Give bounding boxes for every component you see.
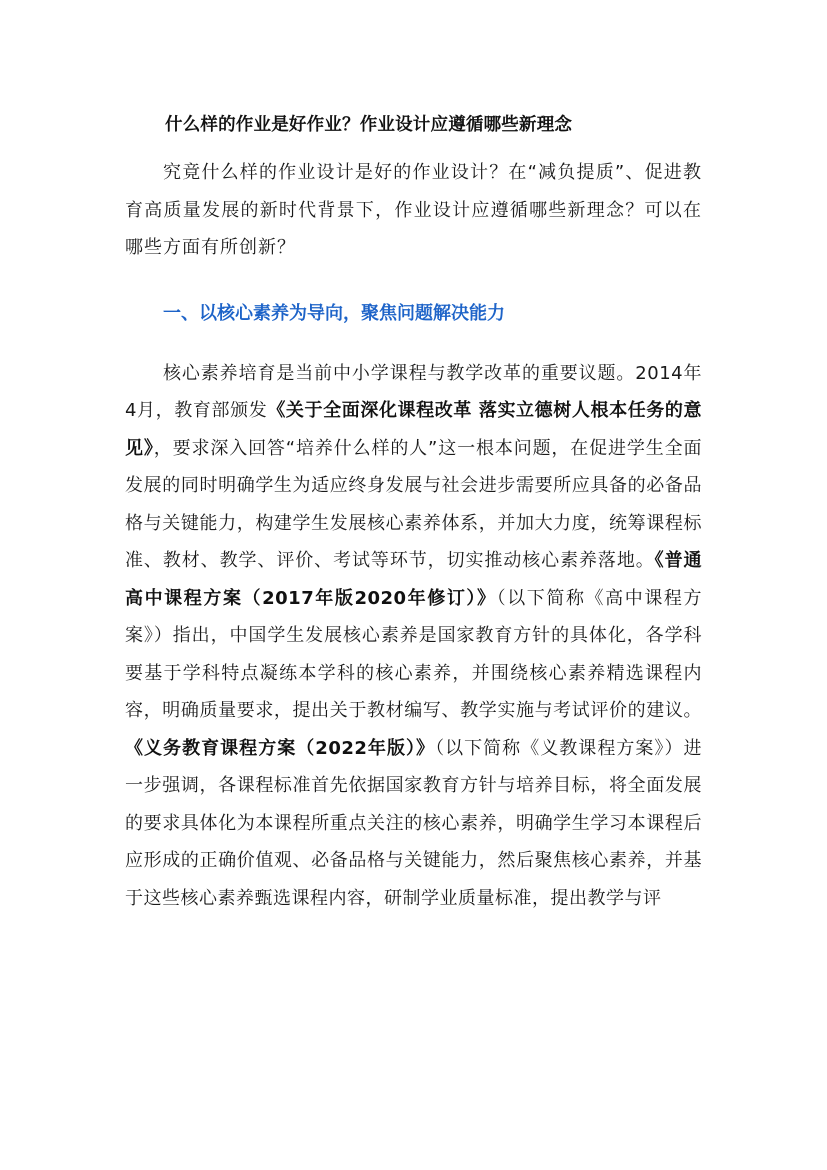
document-title: 什么样的作业是好作业？作业设计应遵循哪些新理念 xyxy=(165,115,573,135)
body-text-2: ，要求深入回答“培养什么样的人”这一根本问题，在促进学生全面发展的同时明确学生为适应终身发展与社会进步需要所应具备的必备品格与关键能力，构建学生发展核心素养体系，并加大力度，统筹课程标准、教材、教学、评价、考试等环节，切实推动核心素养落地。 xyxy=(125,437,702,571)
body-text-3: （以下简称《高中课程方案》）指出，中国学生发展核心素养是国家教育方针的具体化，各学科要基于学科特点凝练本学科的核心素养，并围绕核心素养精选课程内容，明确质量要求，提出关于教材编写、教学实施与考试评价的建议。 xyxy=(125,587,702,721)
intro-paragraph: 究竟什么样的作业设计是好的作业设计？在“减负提质”、促进教育高质量发展的新时代背景下，作业设计应遵循哪些新理念？可以在哪些方面有所创新？ xyxy=(125,162,702,258)
policy-document-title-1: 《关于全面深化课程改革 落实立德树人根本任务的意见》 xyxy=(125,400,703,459)
policy-document-title-2: 《普通高中课程方案（2017年版2020年修订）》 xyxy=(125,550,703,609)
policy-document-title-3: 《义务教育课程方案（2022年版）》 xyxy=(125,737,436,759)
section-heading: 一、以核心素养为导向，聚焦问题解决能力 xyxy=(163,302,505,324)
body-paragraph xyxy=(125,355,702,918)
body-text-1: 核心素养培育是当前中小学课程与教学改革的重要议题。2014年4月，教育部颁发 xyxy=(125,362,702,421)
document-page xyxy=(125,110,702,917)
body-text-4: （以下简称《义教课程方案》）进一步强调，各课程标准首先依据国家教育方针与培养目标，将全面发展的要求具体化为本课程所重点关注的核心素养，明确学生学习本课程后应形成的正确价值观、必备品格与关键能力，然后聚焦核心素养，并基于这些核心素养甄选课程内容，研制学业质量标准，提出教学与评 xyxy=(125,737,702,909)
